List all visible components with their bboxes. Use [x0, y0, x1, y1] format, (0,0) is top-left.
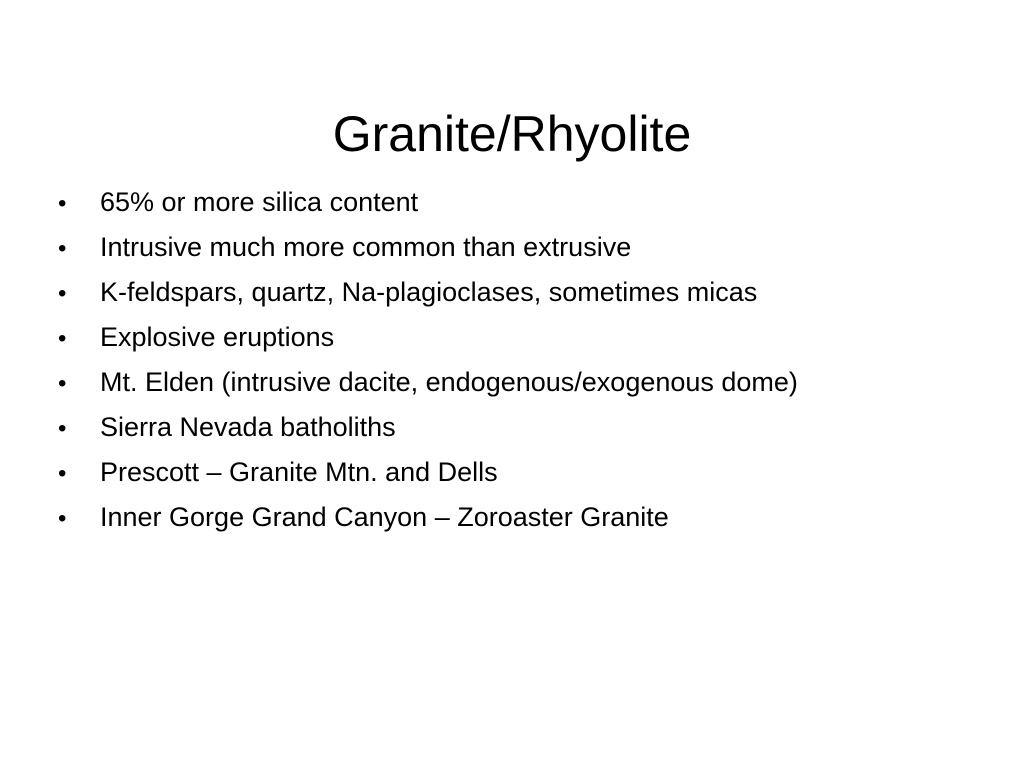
bullet-item	[58, 360, 978, 405]
bullet-icon: •	[58, 280, 67, 307]
bullet-item	[58, 495, 978, 540]
bullet-icon: •	[58, 190, 67, 217]
bullet-icon: •	[58, 370, 67, 397]
bullet-text: K-feldspars, quartz, Na-plagioclases, sometimes micas	[100, 277, 758, 307]
bullet-icon: •	[58, 415, 67, 442]
bullet-text: 65% or more silica content	[100, 187, 419, 217]
bullet-text: Inner Gorge Grand Canyon – Zoroaster Granite	[100, 502, 669, 532]
slide-title: Granite/Rhyolite	[332, 106, 692, 162]
bullet-item	[58, 225, 978, 270]
bullet-icon: •	[58, 325, 67, 352]
bullet-text: Mt. Elden (intrusive dacite, endogenous/exogenous dome)	[100, 367, 798, 397]
bullet-text: Sierra Nevada batholiths	[100, 412, 396, 442]
bullet-item	[58, 270, 978, 315]
bullet-item	[58, 405, 978, 450]
bullet-text: Intrusive much more common than extrusive	[100, 232, 632, 262]
bullet-item	[58, 180, 978, 225]
bullet-item	[58, 450, 978, 495]
bullet-icon: •	[58, 460, 67, 487]
bullet-list	[58, 180, 978, 540]
bullet-text: Explosive eruptions	[100, 322, 335, 352]
bullet-icon: •	[58, 505, 67, 532]
bullet-item	[58, 315, 978, 360]
bullet-text: Prescott – Granite Mtn. and Dells	[100, 457, 498, 487]
bullet-icon: •	[58, 235, 67, 262]
